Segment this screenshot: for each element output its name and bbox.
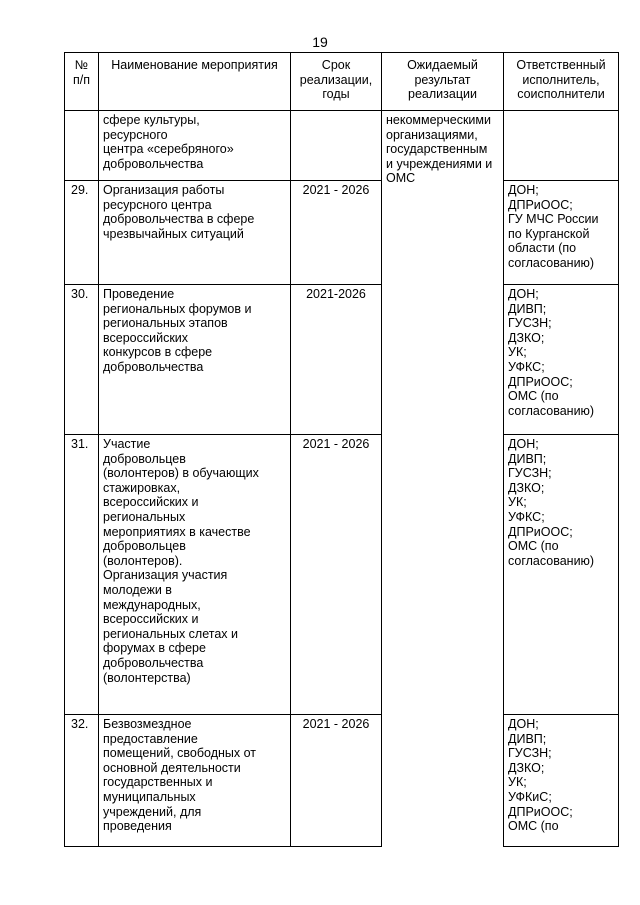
cell-name: Участие добровольцев (волонтеров) в обучающих стажировках, всероссийских и региональных мероприятиях в качестве добровольцев (волонтеров). Организация участия молодежи в международных, всероссийских и региональных слетах и форумах в сфере добровольчества (волонтерства) [99, 435, 291, 715]
cell-period [291, 111, 382, 181]
cell-num: 30. [65, 285, 99, 435]
cell-num [65, 111, 99, 181]
cell-name: сфере культуры, ресурсного центра «серебряного» добровольчества [99, 111, 291, 181]
table-row [65, 285, 619, 435]
cell-name: Проведение региональных форумов и региональных этапов всероссийских конкурсов в сфере добровольчества [99, 285, 291, 435]
header-responsible: Ответственный исполнитель, соисполнители [504, 53, 619, 111]
header-result: Ожидаемый результат реализации [382, 53, 504, 111]
cell-responsible: ДОН; ДИВП; ГУСЗН; ДЗКО; УК; УФКС; ДПРиООС; ОМС (по согласованию) [504, 285, 619, 435]
header-period: Срок реализации, годы [291, 53, 382, 111]
cell-name: Организация работы ресурсного центра добровольчества в сфере чрезвычайных ситуаций [99, 181, 291, 285]
table-header-row [65, 53, 619, 111]
header-name: Наименование мероприятия [99, 53, 291, 111]
cell-name: Безвозмездное предоставление помещений, свободных от основной деятельности государственных и муниципальных учреждений, для проведения [99, 715, 291, 847]
cell-num: 31. [65, 435, 99, 715]
cell-period: 2021 - 2026 [291, 181, 382, 285]
header-num: № п/п [65, 53, 99, 111]
cell-num: 29. [65, 181, 99, 285]
table-row [65, 181, 619, 285]
cell-period: 2021 - 2026 [291, 715, 382, 847]
events-table [64, 52, 619, 847]
table-row [65, 715, 619, 847]
page-number: 19 [312, 34, 328, 50]
cell-responsible: ДОН; ДИВП; ГУСЗН; ДЗКО; УК; УФКС; ДПРиООС; ОМС (по согласованию) [504, 435, 619, 715]
cell-responsible: ДОН; ДПРиООС; ГУ МЧС России по Курганской области (по согласованию) [504, 181, 619, 285]
cell-num: 32. [65, 715, 99, 847]
table-row [65, 111, 619, 181]
cell-result: некоммерческими организациями, государственным и учреждениями и ОМС [382, 111, 504, 847]
table-row [65, 435, 619, 715]
cell-period: 2021-2026 [291, 285, 382, 435]
cell-responsible [504, 111, 619, 181]
cell-responsible: ДОН; ДИВП; ГУСЗН; ДЗКО; УК; УФКиС; ДПРиООС; ОМС (по [504, 715, 619, 847]
cell-period: 2021 - 2026 [291, 435, 382, 715]
